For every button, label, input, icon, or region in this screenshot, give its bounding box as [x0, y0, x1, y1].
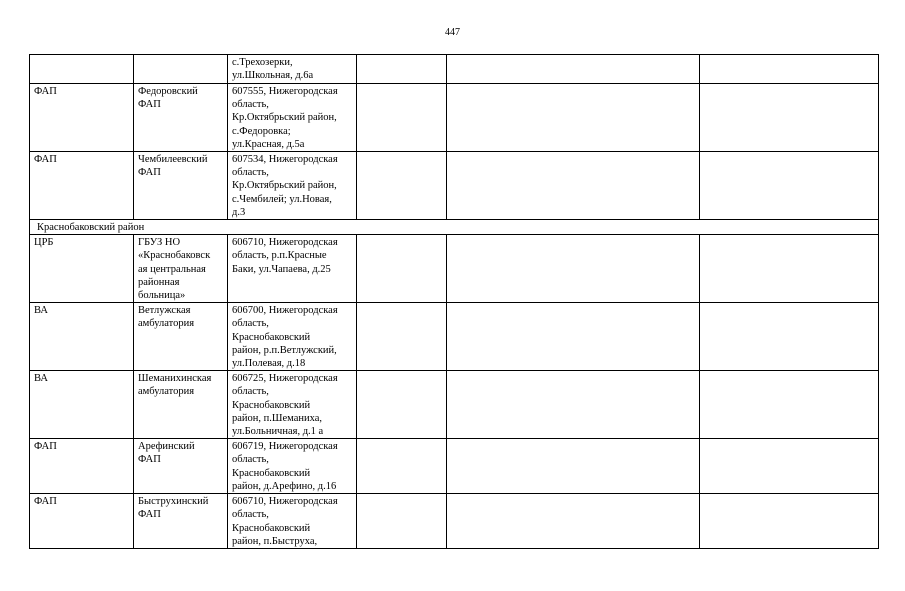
table-row — [30, 439, 879, 494]
facility-address-cell — [228, 439, 357, 494]
empty-cell — [357, 235, 447, 303]
facility-type-cell: ФАП — [30, 439, 134, 494]
facility-address-line: ул.Школьная, д.6а — [232, 70, 314, 82]
empty-cell — [447, 152, 700, 220]
facility-name-line: ФАП — [138, 167, 161, 179]
empty-cell — [700, 152, 879, 220]
facility-name-line: амбулатория — [138, 386, 195, 398]
empty-cell — [700, 371, 879, 439]
empty-cell — [447, 439, 700, 494]
facility-type-cell — [30, 55, 134, 84]
empty-cell — [447, 235, 700, 303]
facility-name-cell — [134, 303, 228, 371]
facility-type-cell: ФАП — [30, 494, 134, 549]
facility-address-line: область, — [232, 318, 269, 330]
facility-name-line: Чембилеевский — [138, 154, 208, 166]
facility-address-line: Краснобаковский — [232, 522, 311, 534]
facility-address-line: район, д.Арефино, д.16 — [232, 480, 337, 492]
empty-cell — [447, 494, 700, 549]
table-row — [30, 494, 879, 549]
facility-address-line: район, п.Быструха, — [232, 535, 318, 547]
table-row — [30, 84, 879, 152]
facility-address-line: с.Чембилей; ул.Новая, — [232, 193, 332, 205]
region-row — [30, 220, 879, 235]
facility-name-cell — [134, 371, 228, 439]
facility-name-cell — [134, 152, 228, 220]
facility-address-line: 606725, Нижегородская — [232, 373, 338, 385]
facility-address-line: 607555, Нижегородская — [232, 86, 338, 97]
page-number: 447 — [445, 27, 460, 38]
facility-address-line: ул.Больничная, д.1 а — [232, 426, 324, 438]
facility-address-cell — [228, 84, 357, 152]
empty-cell — [447, 84, 700, 152]
table-body — [30, 55, 879, 549]
facility-address-line: Краснобаковский — [232, 331, 311, 343]
facility-type-cell: ФАП — [30, 152, 134, 220]
facility-address-cell — [228, 235, 357, 303]
facility-address-line: область, — [232, 509, 269, 521]
facility-name-line: районная — [138, 276, 180, 288]
facility-name-line: ФАП — [138, 99, 161, 111]
facility-address-line: Кр.Октябрьский район, — [232, 180, 337, 192]
facility-address-cell — [228, 55, 357, 84]
facility-address-line: 606719, Нижегородская — [232, 441, 338, 453]
facility-address-line: Краснобаковский — [232, 399, 311, 411]
table-row — [30, 371, 879, 439]
facility-name-line: ая центральная — [138, 263, 206, 275]
empty-cell — [700, 235, 879, 303]
facility-address-line: Кр.Октябрьский район, — [232, 112, 337, 124]
empty-cell — [357, 303, 447, 371]
table-row — [30, 152, 879, 220]
facility-name-line: ФАП — [138, 454, 161, 466]
empty-cell — [357, 84, 447, 152]
empty-cell — [700, 303, 879, 371]
facility-address-line: область, р.п.Красные — [232, 250, 327, 262]
facility-address-line: с.Трехозерки, — [232, 57, 293, 68]
facility-address-line: 607534, Нижегородская — [232, 154, 338, 166]
facility-name-line: ФАП — [138, 509, 161, 521]
facilities-table — [29, 54, 879, 549]
facility-address-line: область, — [232, 386, 269, 398]
facility-type-cell: ФАП — [30, 84, 134, 152]
facility-address-line: ул.Красная, д.5а — [232, 138, 305, 150]
facility-type-cell: ВА — [30, 303, 134, 371]
facility-address-cell — [228, 152, 357, 220]
empty-cell — [447, 371, 700, 439]
facility-address-line: область, — [232, 454, 269, 466]
table-row — [30, 235, 879, 303]
facility-name-line: ГБУЗ НО — [138, 237, 181, 249]
facility-address-line: область, — [232, 167, 269, 179]
empty-cell — [357, 152, 447, 220]
empty-cell — [447, 303, 700, 371]
facility-name-line: больница» — [138, 290, 186, 302]
table-row — [30, 303, 879, 371]
region-label: Краснобаковский район — [30, 220, 879, 235]
facility-name-cell — [134, 235, 228, 303]
empty-cell — [357, 439, 447, 494]
empty-cell — [447, 55, 700, 84]
facility-address-line: с.Федоровка; — [232, 125, 291, 137]
facility-name-line: Быструхинский — [138, 496, 209, 508]
facility-name-line: Федоровский — [138, 86, 198, 97]
empty-cell — [700, 84, 879, 152]
empty-cell — [357, 371, 447, 439]
facility-address-line: область, — [232, 99, 269, 111]
facility-address-cell — [228, 303, 357, 371]
facility-address-line: 606710, Нижегородская — [232, 496, 338, 508]
facility-address-line: Баки, ул.Чапаева, д.25 — [232, 263, 331, 275]
facility-address-cell — [228, 371, 357, 439]
facility-name-line: Ветлужская — [138, 305, 191, 317]
facility-name-cell — [134, 55, 228, 84]
table-row — [30, 55, 879, 84]
facility-name-cell — [134, 84, 228, 152]
facility-address-line: ул.Полевая, д.18 — [232, 358, 306, 370]
empty-cell — [700, 55, 879, 84]
facility-address-line: район, п.Шеманиха, — [232, 412, 323, 424]
facility-type-cell: ВА — [30, 371, 134, 439]
facility-type-cell: ЦРБ — [30, 235, 134, 303]
facility-name-cell — [134, 494, 228, 549]
facility-name-line: Арефинский — [138, 441, 195, 453]
empty-cell — [700, 494, 879, 549]
facility-address-line: 606710, Нижегородская — [232, 237, 338, 249]
facility-address-cell — [228, 494, 357, 549]
empty-cell — [357, 55, 447, 84]
facility-name-line: амбулатория — [138, 318, 195, 330]
facility-name-line: Шеманихинская — [138, 373, 212, 385]
facility-address-line: район, р.п.Ветлужский, — [232, 344, 337, 356]
facility-address-line: 606700, Нижегородская — [232, 305, 338, 317]
empty-cell — [700, 439, 879, 494]
facility-name-cell — [134, 439, 228, 494]
facility-address-line: д.3 — [232, 206, 246, 218]
empty-cell — [357, 494, 447, 549]
facility-address-line: Краснобаковский — [232, 467, 311, 479]
facility-name-line: «Краснобаковск — [138, 250, 211, 262]
